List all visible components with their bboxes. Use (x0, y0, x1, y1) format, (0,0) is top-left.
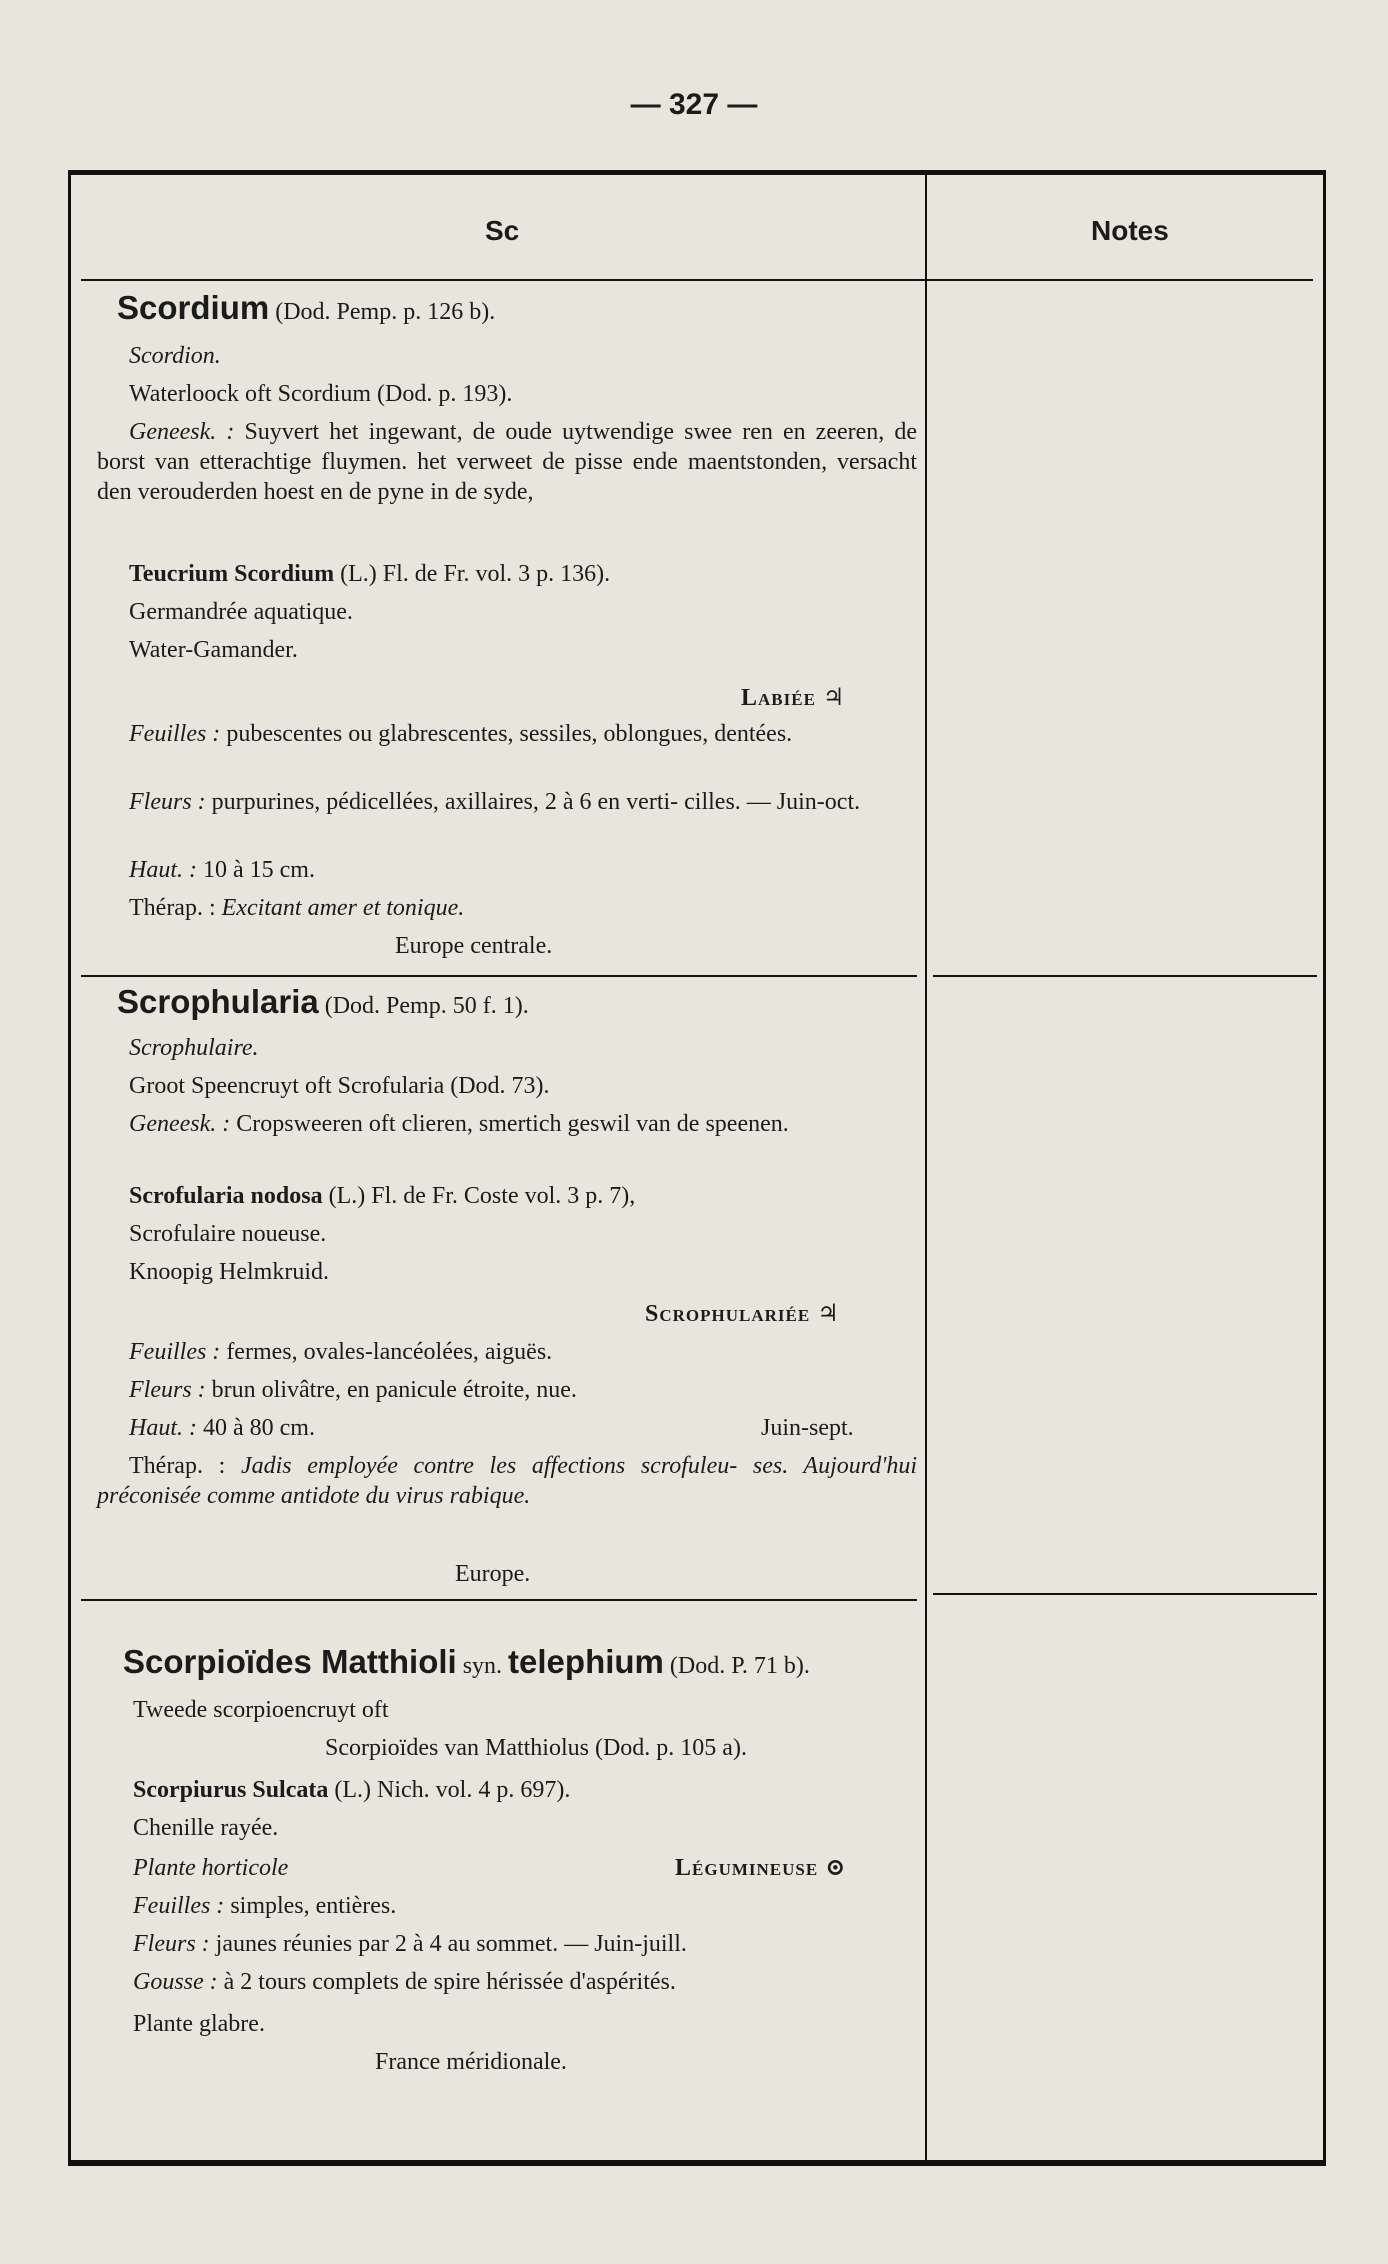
syn-label: syn. (462, 1653, 503, 1679)
geneesk-body: Cropsweeren oft clieren, smertich geswil van de speenen. (236, 1111, 789, 1137)
region: France méridionale. (375, 2049, 567, 2075)
entry-1-title (117, 289, 496, 327)
common-name-en: Water-Gamander. (129, 637, 298, 663)
haut-label: Haut. : (129, 857, 197, 883)
plante-glabre: Plante glabre. (133, 2011, 265, 2037)
genus-reference: (Dod. P. 71 b). (669, 1653, 810, 1679)
latin-name: Teucrium Scordium (129, 561, 335, 587)
feuilles-label: Feuilles : (129, 721, 221, 747)
latin-name: Scorpiurus Sulcata (133, 1777, 329, 1803)
gousse-line (133, 1967, 676, 1997)
fleurs-label: Fleurs : (133, 1931, 210, 1957)
column-header-sc: Sc (485, 215, 520, 246)
fleurs-line (129, 1375, 577, 1405)
therap-text: Excitant amer et tonique. (221, 895, 465, 921)
fleurs-text: jaunes réunies par 2 à 4 au sommet. — Juin-juill. (215, 1931, 687, 1957)
geneesk-text (97, 1109, 917, 1139)
genus-reference: (Dod. Pemp. 50 f. 1). (324, 993, 529, 1019)
latin-name: Scrofularia nodosa (129, 1183, 323, 1209)
dutch-name: Groot Speencruyt oft Scrofularia (Dod. 73). (129, 1073, 550, 1099)
latin-reference: (L.) Fl. de Fr. Coste vol. 3 p. 7), (328, 1183, 636, 1209)
genus-name: Scrophularia (117, 983, 319, 1020)
genus-name: Scordium (117, 289, 270, 326)
dutch-name: Waterloock oft Scordium (Dod. p. 193). (129, 381, 513, 407)
feuilles-text: fermes, ovales-lancéolées, aiguës. (226, 1339, 553, 1365)
family-label: Scrophulariée ♃ (645, 1301, 840, 1327)
fleurs-label: Fleurs : (129, 1377, 206, 1403)
dutch-name-2: Scorpioïdes van Matthiolus (Dod. p. 105 a). (325, 1735, 747, 1761)
geneesk-body: Suyvert het ingewant, de oude uytwendige swee ren en zeeren, de borst van etterachtige fluymen. het verweet de pisse ende maentstonden, versacht den verouderden hoest en de pyne in de syde, (97, 419, 918, 505)
french-name: Scordion. (129, 343, 221, 369)
common-name-fr: Germandrée aquatique. (129, 599, 353, 625)
dutch-name-1: Tweede scorpioencruyt oft (133, 1697, 389, 1723)
header-rule (81, 279, 1313, 281)
feuilles-line (133, 1891, 396, 1921)
region: Europe centrale. (395, 933, 553, 959)
therap-label: Thérap. : (129, 1453, 226, 1479)
latin-reference: (L.) Nich. vol. 4 p. 697). (334, 1777, 571, 1803)
feuilles-line (129, 1337, 552, 1367)
page-number: — 327 — (630, 88, 758, 121)
entry-3-title (123, 1643, 810, 1681)
therap-text: Jadis employée contre les affections scrofuleu- ses. Aujourd'hui préconisée comme antidote du virus rabique. (97, 1453, 918, 1509)
common-name-nl: Knoopig Helmkruid. (129, 1259, 329, 1285)
family-label: Légumineuse ⊙ (675, 1855, 847, 1881)
column-header-notes: Notes (1091, 215, 1169, 246)
region: Europe. (455, 1561, 531, 1587)
entry-separator (81, 1599, 917, 1601)
column-divider (925, 175, 927, 2160)
haut-label: Haut. : (129, 1415, 197, 1441)
entry-separator (81, 975, 917, 977)
feuilles-text: pubescentes ou glabrescentes, sessiles, oblongues, dentées. (226, 721, 793, 747)
haut-line (129, 1413, 315, 1443)
fleurs-line (133, 1929, 687, 1959)
feuilles-label: Feuilles : (133, 1893, 225, 1919)
fleurs-text: purpurines, pédicellées, axillaires, 2 à 6 en verti- cilles. — Juin-oct. (211, 789, 861, 815)
geneesk-label: Geneesk. : (129, 419, 235, 445)
feuilles-text: simples, entières. (230, 1893, 397, 1919)
latin-reference: (L.) Fl. de Fr. vol. 3 p. 136). (340, 561, 611, 587)
common-name-fr: Chenille rayée. (133, 1815, 279, 1841)
genus-name: Scorpioïdes Matthioli (123, 1643, 457, 1680)
fleurs-line (97, 787, 917, 817)
latin-name-line (129, 559, 610, 589)
season: Juin-sept. (761, 1415, 854, 1441)
plante-horticole: Plante horticole (133, 1855, 289, 1881)
feuilles-label: Feuilles : (129, 1339, 221, 1365)
fleurs-label: Fleurs : (129, 789, 206, 815)
table-frame (68, 170, 1326, 2166)
genus-reference: (Dod. Pemp. p. 126 b). (275, 299, 496, 325)
common-name-fr: Scrofulaire noueuse. (129, 1221, 327, 1247)
latin-name-line (129, 1181, 635, 1211)
gousse-text: à 2 tours complets de spire hérissée d'aspérités. (223, 1969, 676, 1995)
therap-line (97, 1451, 917, 1511)
family-label: Labiée ♃ (741, 685, 846, 711)
latin-name-line (133, 1775, 570, 1805)
fleurs-text: brun olivâtre, en panicule étroite, nue. (211, 1377, 577, 1403)
haut-text: 40 à 80 cm. (203, 1415, 315, 1441)
geneesk-label: Geneesk. : (129, 1111, 231, 1137)
notes-separator (933, 1593, 1317, 1595)
haut-text: 10 à 15 cm. (203, 857, 315, 883)
french-name: Scrophulaire. (129, 1035, 259, 1061)
therap-line (129, 893, 464, 923)
synonym-name: telephium (508, 1643, 664, 1680)
geneesk-text (97, 417, 917, 507)
notes-separator (933, 975, 1317, 977)
entry-2-title (117, 983, 529, 1021)
gousse-label: Gousse : (133, 1969, 218, 1995)
therap-label: Thérap. : (129, 895, 216, 921)
haut-line (129, 855, 315, 885)
feuilles-line (97, 719, 917, 749)
